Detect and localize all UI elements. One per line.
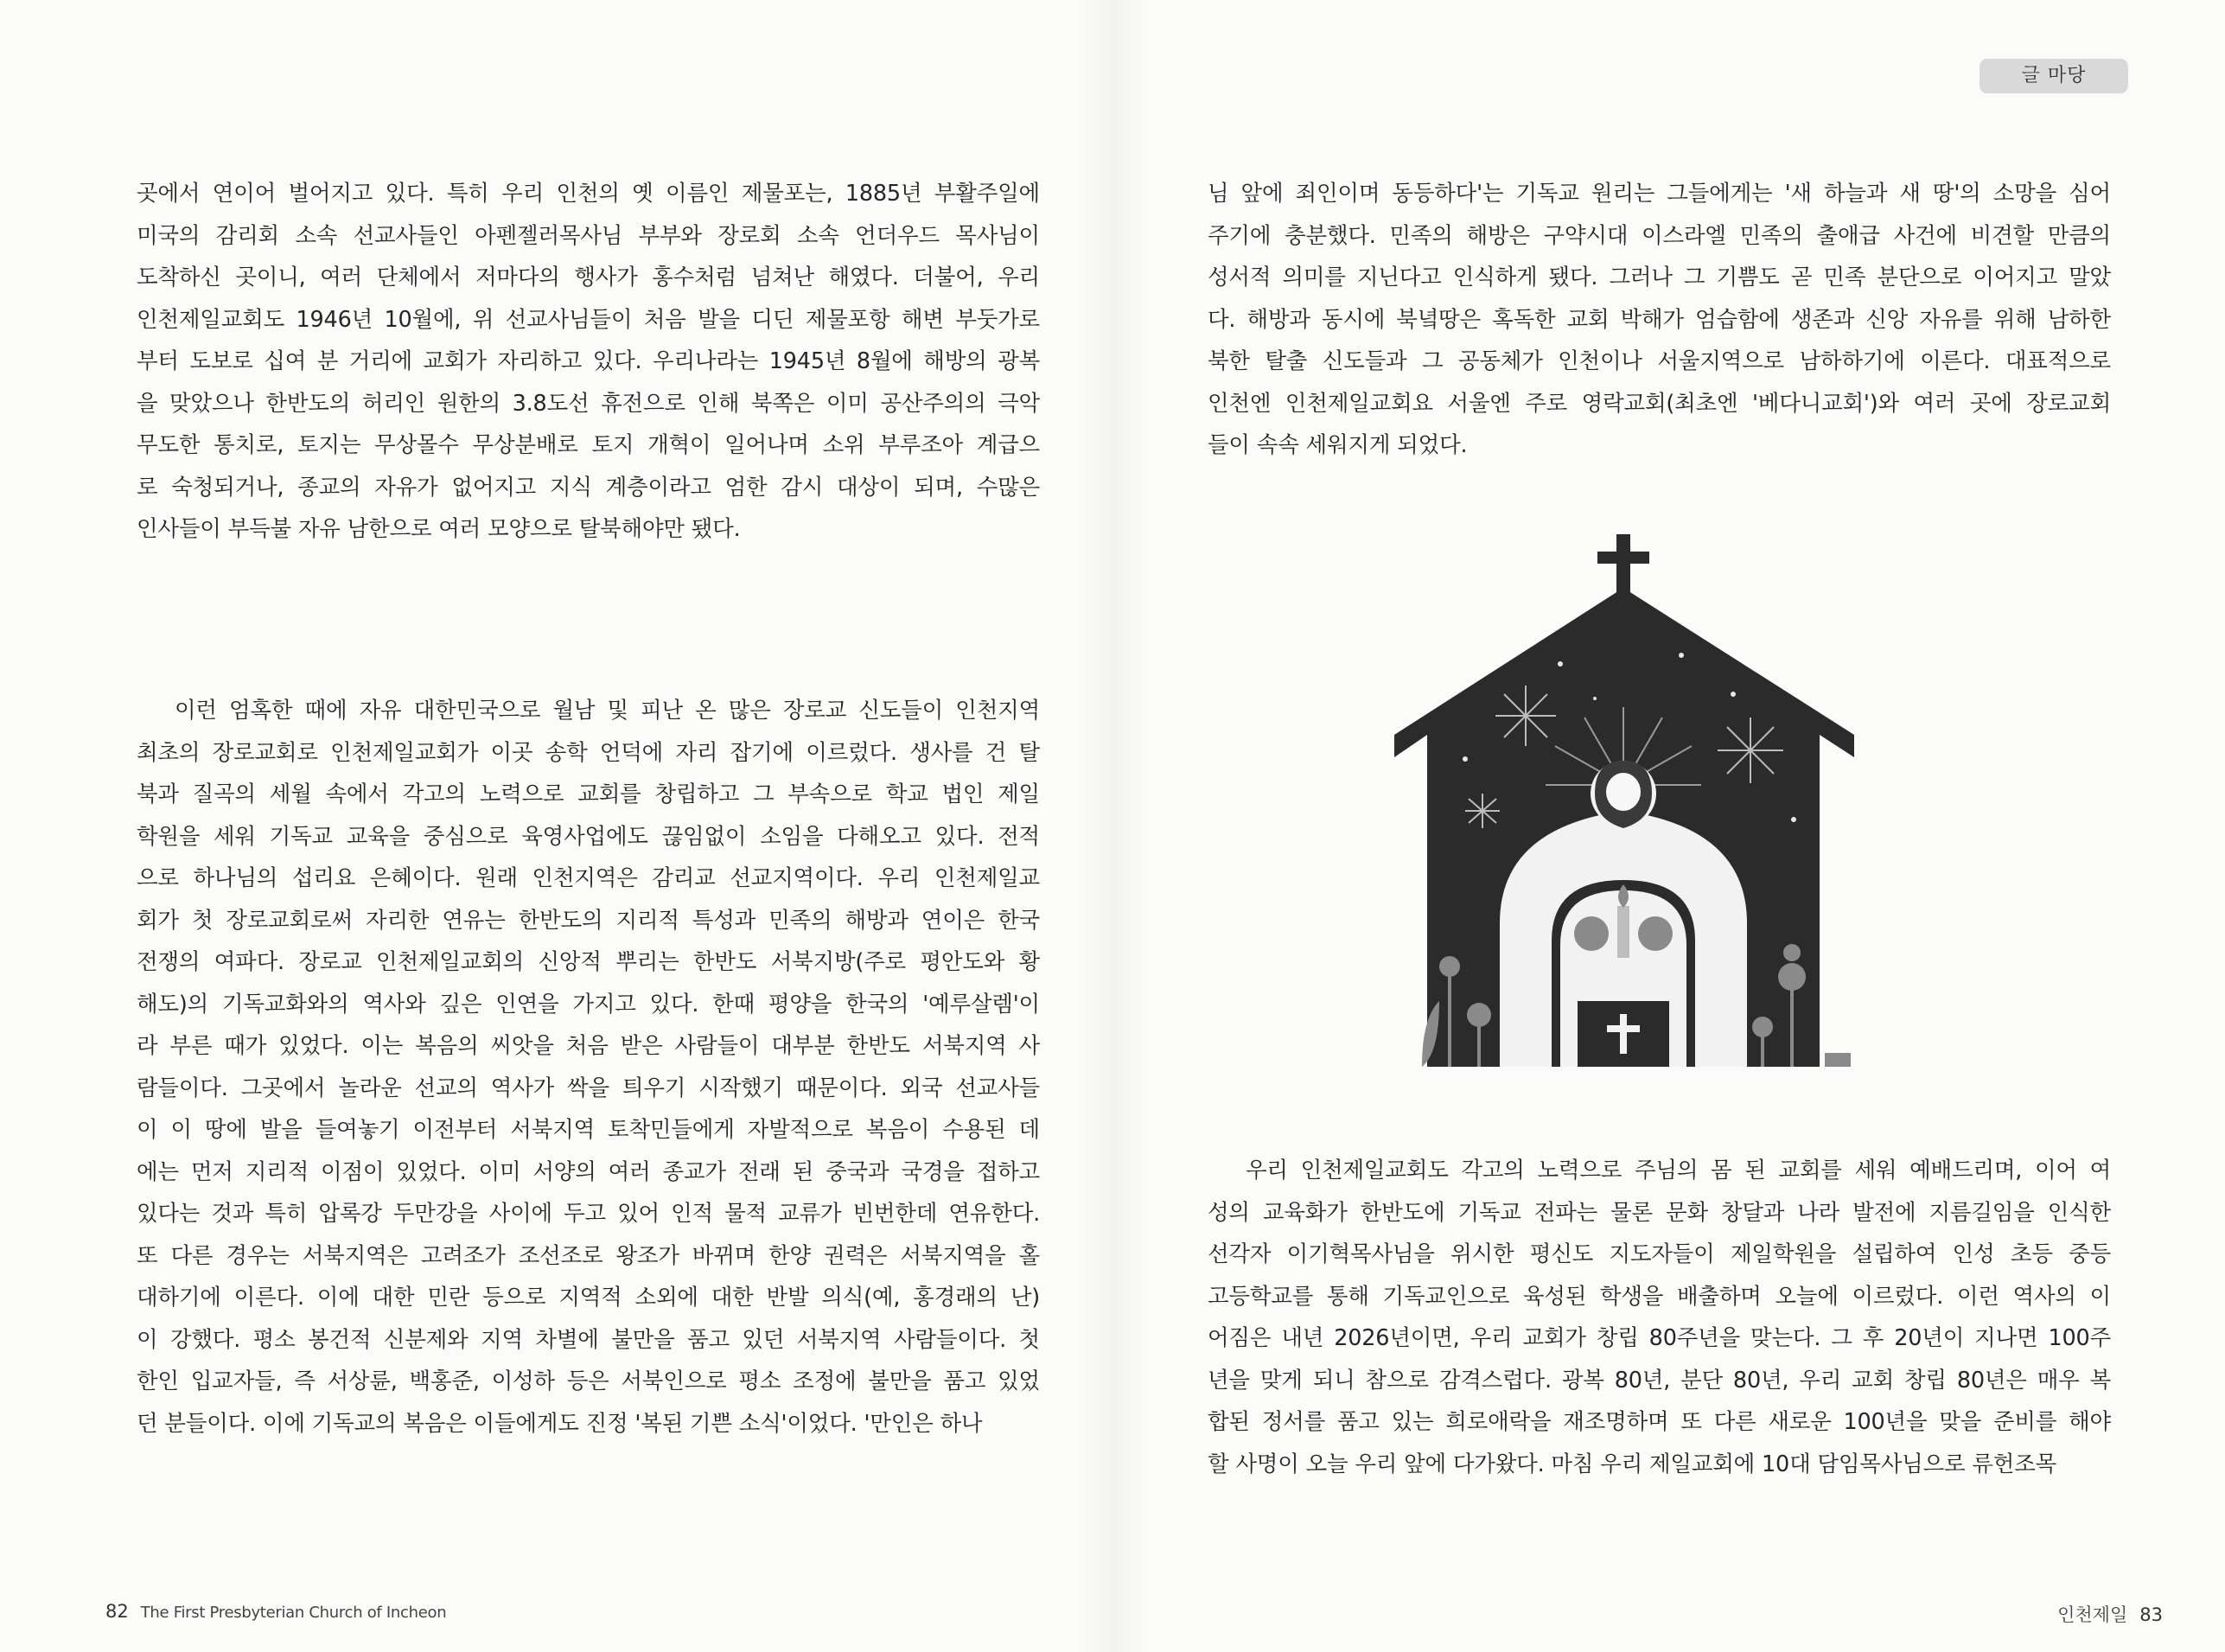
text-line: 도착하신 곳이니, 여러 단체에서 저마다의 행사가 홍수처럼 넘쳐난 해였다. 더불어, 우리 [137, 265, 1040, 290]
text-line: 북한 탈출 신도들과 그 공동체가 인천이나 서울지역으로 남하하기에 이른다. 대표적으로 [1208, 348, 2111, 374]
right-paragraph-2 [1208, 1150, 2111, 1485]
firework-right [1718, 718, 1783, 783]
left-page-number: 82 [105, 1601, 129, 1622]
firework-left [1495, 686, 1556, 746]
text-line: 최초의 장로교회로 인천제일교회가 이곳 송학 언덕에 자리 잡기에 이르렀다. 생사를 건 탈 [137, 739, 1040, 766]
text-line: 회가 첫 장로교회로써 자리한 연유는 한반도의 지리적 특성과 민족의 해방과 연이은 한국 [137, 907, 1040, 934]
text-line: 있다는 것과 특히 압록강 두만강을 사이에 두고 있어 인적 물적 교류가 빈번한데 연유한다. [137, 1201, 1040, 1227]
text-line: 우리 인천제일교회도 각고의 노력으로 주님의 몸 된 교회를 세워 예배드리며, 이어 여 [1246, 1158, 2111, 1183]
text-line: 성서적 의미를 지닌다고 인식하게 됐다. 그러나 그 기쁨도 곧 민족 분단으로 이어지고 말았 [1208, 265, 2111, 290]
text-line: 북과 질곡의 세월 속에서 각고의 노력으로 교회를 창립하고 그 부속으로 학교 법인 제일 [137, 781, 1040, 807]
left-running-title: The First Presbyterian Church of Incheon [140, 1604, 447, 1622]
text-line: 년을 맞게 되니 참으로 감격스럽다. 광복 80년, 분단 80년, 우리 교회 창립 80년은 매우 복 [1208, 1367, 2111, 1394]
text-line: 학원을 세워 기독교 교육을 중심으로 육영사업에도 끊임없이 소임을 다해오고 있다. 전적 [137, 823, 1040, 850]
text-line: 고등학교를 통해 기독교인으로 육성된 학생을 배출하며 오늘에 이르렀다. 이런 역사의 이 [1208, 1283, 2111, 1310]
text-line: 어짐은 내년 2026년이면, 우리 교회가 창립 80주년을 맞는다. 그 후 20년이 지나면 100주 [1208, 1325, 2111, 1351]
text-line: 한인 입교자들, 즉 서상륜, 백홍준, 이성하 등은 서북인으로 평소 조정에 불만을 품고 있었 [137, 1368, 1040, 1394]
text-line: 을 맞았으나 한반도의 허리인 원한의 3.8도선 휴전으로 인해 북쪽은 이미 공산주의의 극악 [137, 390, 1040, 417]
text-line: 이런 엄혹한 때에 자유 대한민국으로 월남 및 피난 온 많은 장로교 신도들이 인천지역 [175, 698, 1040, 724]
text-line: 으로 하나님의 섭리요 은혜이다. 원래 인천지역은 감리교 선교지역이다. 우리 인천제일교 [137, 865, 1040, 891]
text-line: 람들이다. 그곳에서 놀라운 선교의 역사가 싹을 틔우기 시작했기 때문이다. 외국 선교사들 [137, 1075, 1040, 1101]
text-line: 무도한 통치로, 토지는 무상몰수 무상분배로 토지 개혁이 일어나며 소위 부루조아 계급으 [137, 432, 1040, 458]
text-line: 미국의 감리회 소속 선교사들인 아펜젤러목사님 부부와 장로회 소속 언더우드 목사님이 [137, 222, 1040, 249]
text-line: 대하기에 이른다. 이에 대한 민란 등으로 지역적 소외에 대한 반발 의식(예, 홍경래의 난) [137, 1285, 1040, 1311]
text-line: 선각자 이기혁목사님을 위시한 평신도 지도자들이 제일학원을 설립하여 인성 초등 중등 [1208, 1241, 2111, 1267]
text-line: 부터 도보로 십여 분 거리에 교회가 자리하고 있다. 우리나라는 1945년 8월에 해방의 광복 [137, 348, 1040, 374]
text-line: 인사들이 부득불 자유 남한으로 여러 모양으로 탈북해야만 됐다. [137, 516, 741, 542]
text-line: 할 사명이 오늘 우리 앞에 다가왔다. 마침 우리 제일교회에 10대 담임목사님으로 류헌조목 [1208, 1451, 2057, 1477]
bible-icon [1578, 1001, 1669, 1067]
text-line: 들이 속속 세워지게 되었다. [1208, 432, 1468, 458]
text-line: 곳에서 연이어 벌어지고 있다. 특히 우리 인천의 옛 이름인 제물포는, 1885년 부활주일에 [137, 181, 1040, 207]
text-line: 또 다른 경우는 서북지역은 고려조가 조선조로 왕조가 바뀌며 한양 권력은 서북지역을 홀 [137, 1242, 1040, 1269]
text-line: 님 앞에 죄인이며 동등하다'는 기독교 원리는 그들에게는 '새 하늘과 새 땅'의 소망을 심어 [1208, 181, 2111, 207]
text-line: 이 강했다. 평소 봉건적 신분제와 지역 차별에 불만을 품고 있던 서북지역 사람들이다. 첫 [137, 1326, 1040, 1353]
left-folio [105, 1601, 446, 1622]
text-line: 인천제일교회도 1946년 10월에, 위 선교사님들이 처음 발을 디딘 제물포항 해변 부둣가로 [137, 306, 1040, 333]
right-page [1112, 0, 2225, 1652]
text-line: 합된 정서를 품고 있는 희로애락을 재조명하며 또 다른 새로운 100년을 맞을 준비를 해야 [1208, 1409, 2111, 1435]
left-page [0, 0, 1112, 1652]
text-line: 주기에 충분했다. 민족의 해방은 구약시대 이스라엘 민족의 출애급 사건에 비견할 만큼의 [1208, 222, 2111, 249]
right-folio [2057, 1601, 2163, 1627]
text-line: 해도)의 기독교화와의 역사와 깊은 인연을 가지고 있다. 한때 평양을 한국의 '예루살렘'이 [137, 991, 1040, 1017]
text-line: 전쟁의 여파다. 장로교 인천제일교회의 신앙적 뿌리는 한반도 서북지방(주로 평안도와 황 [137, 949, 1040, 975]
text-line: 성의 교육화가 한반도에 기독교 전파는 물론 문화 창달과 나라 발전에 지름길임을 인식한 [1208, 1199, 2111, 1226]
right-page-number: 83 [2139, 1604, 2163, 1625]
right-running-title: 인천제일 [2057, 1604, 2128, 1625]
text-line: 라 부른 때가 있었다. 이는 복음의 씨앗을 처음 받은 사람들이 대부분 한반도 서북지역 사 [137, 1033, 1040, 1059]
right-paragraph-1 [1208, 173, 2111, 467]
section-tag: 글 마당 [1980, 59, 2128, 93]
text-line: 에는 먼저 지리적 이점이 있었다. 이미 서양의 여러 종교가 전래 된 중국과 국경을 접하고 [137, 1158, 1040, 1185]
left-paragraph-2 [137, 690, 1040, 1445]
left-paragraph-1 [137, 173, 1040, 551]
text-line: 던 분들이다. 이에 기독교의 복음은 이들에게도 진정 '복된 기쁜 소식'이었다. '만인은 하나 [137, 1410, 983, 1437]
text-line: 로 숙청되거나, 종교의 자유가 없어지고 지식 계층이라고 엄한 감시 대상이 되며, 수많은 [137, 474, 1040, 501]
text-line: 인천엔 인천제일교회요 서울엔 주로 영락교회(최초엔 '베다니교회')와 여러 곳에 장로교회 [1208, 390, 2111, 417]
text-line: 이 이 땅에 발을 들여놓기 이전부터 서북지역 토착민들에게 자발적으로 복음이 수용된 데 [137, 1117, 1040, 1143]
text-line: 다. 해방과 동시에 북녘땅은 혹독한 교회 박해가 엄습함에 생존과 신앙 자유를 위해 남하한 [1208, 306, 2111, 333]
church-illustration [1387, 534, 1871, 1070]
